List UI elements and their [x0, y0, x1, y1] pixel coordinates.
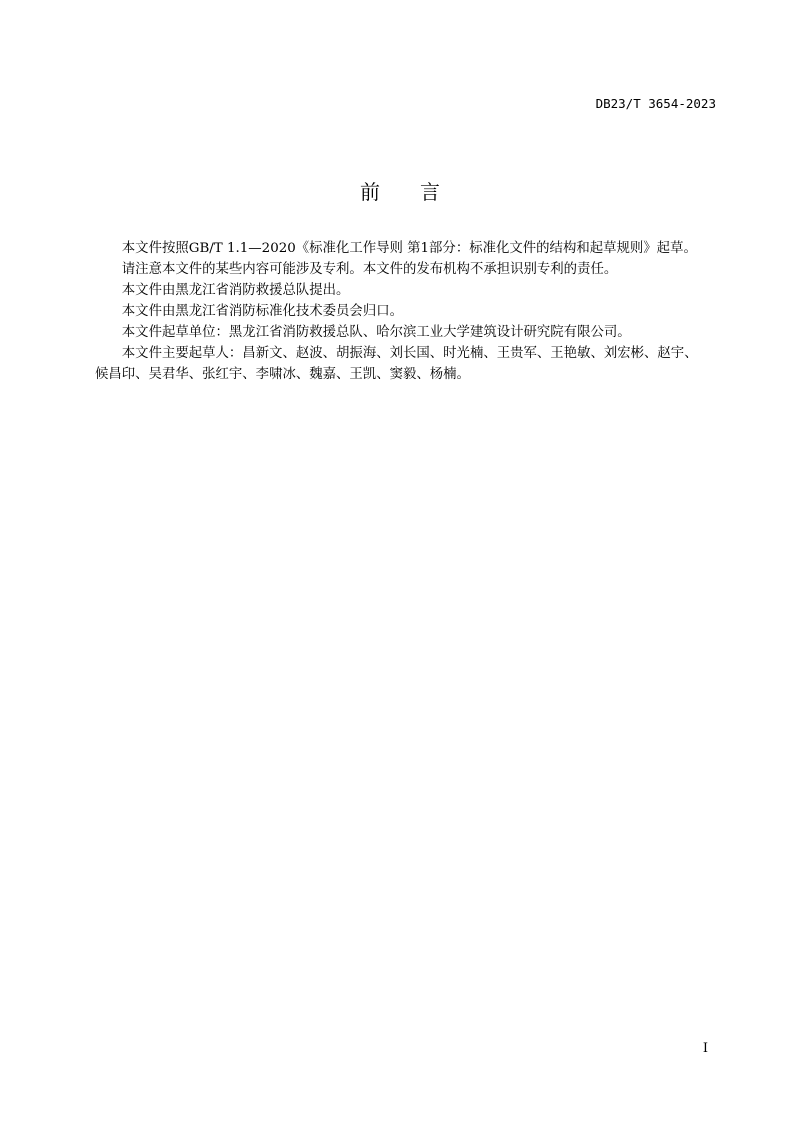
paragraph-proposer: 本文件由黑龙江省消防救援总队提出。	[121, 283, 350, 298]
paragraph-drafting-units: 本文件起草单位：黑龙江省消防救援总队、哈尔滨工业大学建筑设计研究院有限公司。	[121, 325, 631, 340]
page-title-part1: 前	[360, 180, 380, 204]
paragraph-patent-notice: 请注意本文件的某些内容可能涉及专利。本文件的发布机构不承担识别专利的责任。	[121, 262, 618, 277]
paragraph-drafters: 本文件主要起草人：昌新文、赵波、胡振海、刘长国、时光楠、王贵军、王艳敏、刘宏彬、赵宇、	[121, 346, 698, 361]
document-number: DB23/T 3654-2023	[595, 96, 716, 111]
foreword-body	[95, 238, 727, 385]
page-title	[0, 176, 800, 205]
page-number: I	[702, 1041, 708, 1056]
paragraph-administrator: 本文件由黑龙江省消防标准化技术委员会归口。	[121, 304, 403, 319]
paragraph-drafting-rules: 本文件按照GB/T 1.1—2020《标准化工作导则 第1部分：标准化文件的结构和起草规则》起草。	[121, 241, 697, 256]
paragraph-drafters-continued: 候昌印、吴君华、张红宇、李啸冰、魏嘉、王凯、窦毅、杨楠。	[95, 367, 470, 382]
page-title-part2: 言	[420, 180, 440, 204]
